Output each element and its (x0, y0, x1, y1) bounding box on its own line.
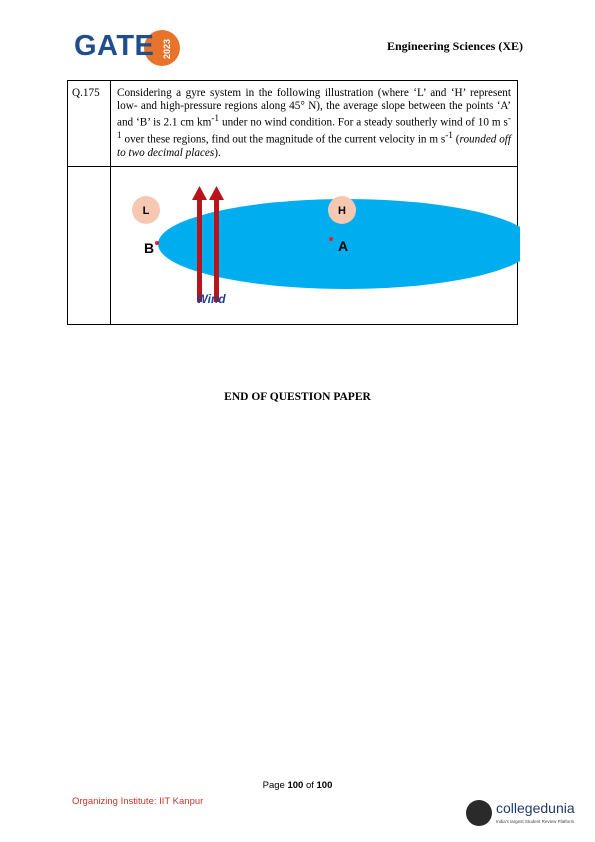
brand-name: collegedunia (496, 800, 575, 816)
wind-arrow-left-head (192, 186, 207, 200)
logo-year: 2023 (162, 38, 172, 60)
wind-arrow-right-shaft (214, 199, 219, 302)
gyre-figure (111, 167, 517, 322)
paper-title: Engineering Sciences (XE) (387, 39, 523, 53)
brand-tagline: India's largest Student Review Platform (496, 819, 575, 824)
organizing-institute: Organizing Institute: IIT Kanpur (72, 796, 204, 807)
collegedunia-logo (466, 798, 586, 832)
question-row (68, 81, 518, 167)
high-pressure-label: H (338, 205, 346, 218)
brand-icon (466, 800, 492, 826)
point-a-label: A (337, 238, 349, 255)
point-b-label: B (143, 240, 155, 257)
gate-logo (74, 26, 186, 72)
page-prefix: Page (262, 780, 288, 791)
question-number: Q.175 (68, 81, 111, 167)
page-of: of (303, 780, 317, 791)
gyre-diagram (111, 167, 520, 322)
wind-label: Wind (196, 292, 226, 307)
low-pressure-label: L (142, 205, 150, 218)
figure-left-cell (68, 167, 111, 325)
wind-arrow-right-head (209, 186, 224, 200)
end-of-paper: END OF QUESTION PAPER (224, 391, 371, 403)
point-b-marker (155, 241, 159, 245)
point-a-marker (329, 237, 333, 241)
page-current: 100 (287, 780, 304, 791)
page-total: 100 (316, 780, 333, 791)
figure-row (68, 167, 518, 325)
logo-text: GATE (74, 30, 155, 62)
figure-cell (111, 167, 518, 325)
page-number (0, 780, 595, 791)
question-table (67, 80, 518, 325)
question-text: Considering a gyre system in the following illustration (where ‘L’ and ‘H’ represent low- and high-pressure regions along 45° N), the average slope between the points ‘A’ and ‘B’ is 2.1 cm $km^{-1}$ under no wind condition. For a steady southerly wind of 10 m $s^{-1}$ over these regions, find out the magnitude of the current velocity in m $s^{-1}$ (rounded off to two decimal places). (111, 81, 518, 167)
wind-arrow-left-shaft (197, 199, 202, 302)
